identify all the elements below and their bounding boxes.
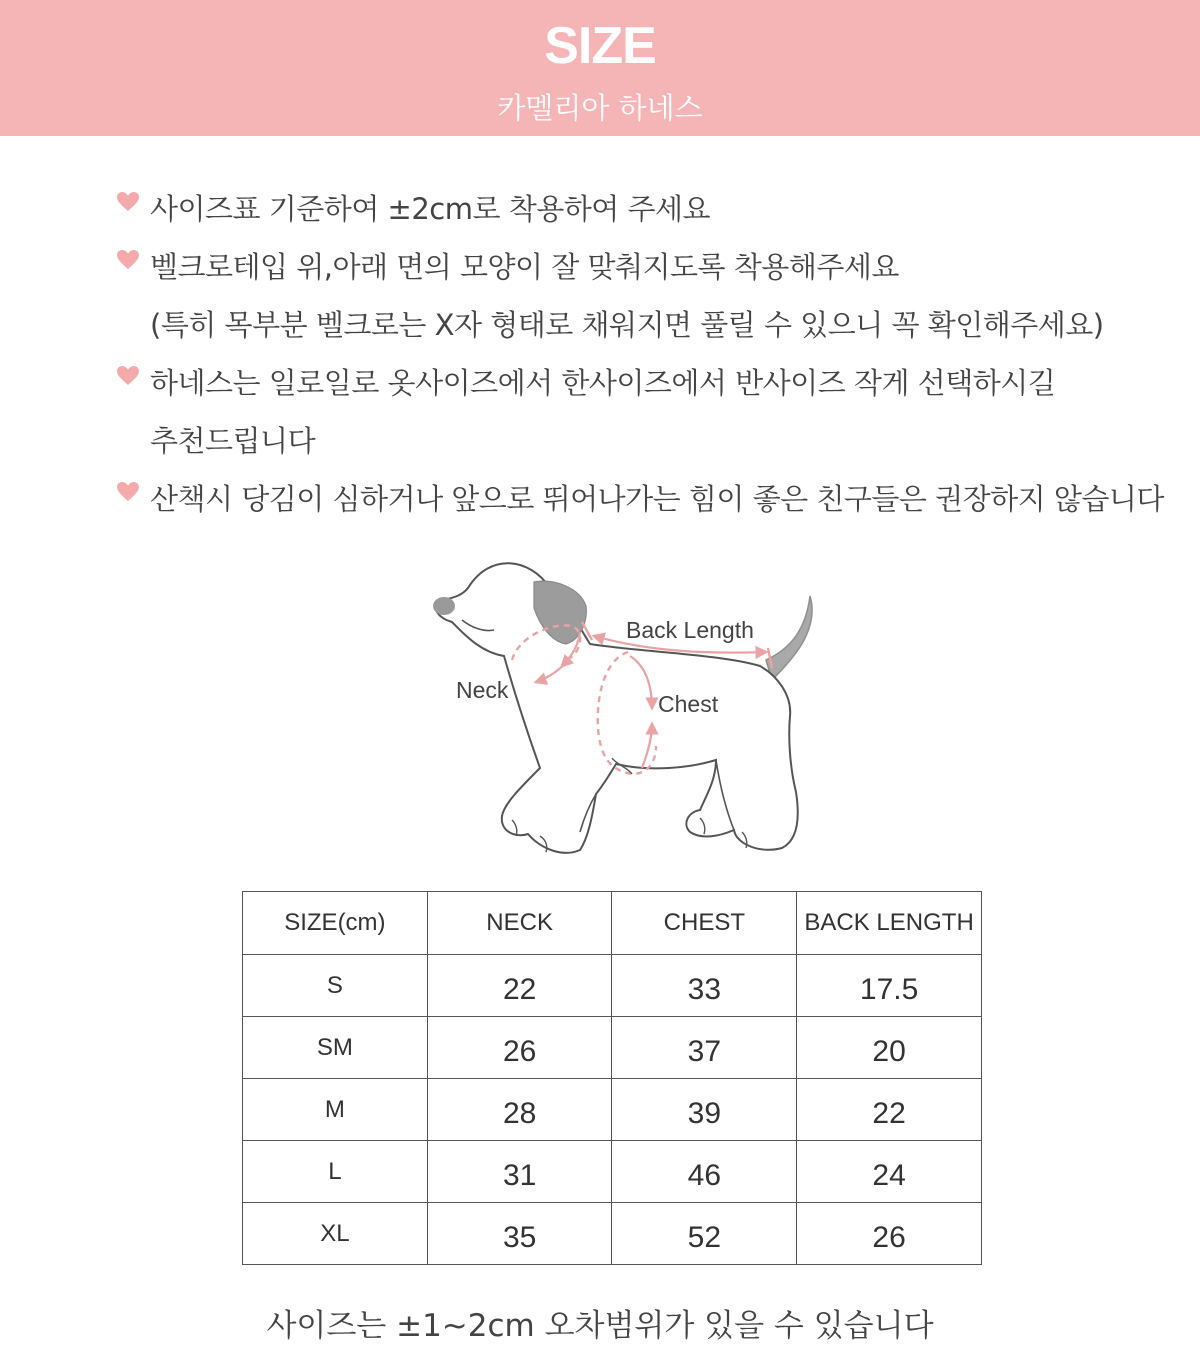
chest-cell: 46 [612, 1141, 797, 1203]
note-item [112, 470, 1192, 528]
table-row [243, 1079, 982, 1141]
note-item [112, 238, 1192, 354]
neck-cell: 28 [427, 1079, 612, 1141]
heart-icon [116, 190, 140, 214]
note-text: 추천드립니다 [150, 424, 316, 458]
table-header-cell: CHEST [612, 892, 797, 955]
chest-cell: 52 [612, 1203, 797, 1265]
table-header-cell: SIZE(cm) [243, 892, 428, 955]
size-table [242, 891, 982, 1265]
table-row [243, 1203, 982, 1265]
chest-cell: 33 [612, 955, 797, 1017]
table-row [243, 955, 982, 1017]
table-header-cell: NECK [427, 892, 612, 955]
note-text: 산책시 당김이 심하거나 앞으로 뛰어나가는 힘이 좋은 친구들은 권장하지 않습니다 [150, 482, 1164, 516]
size-cell: L [243, 1141, 428, 1203]
back-length-cell: 22 [797, 1079, 982, 1141]
tolerance-note: 사이즈는 ±1~2cm 오차범위가 있을 수 있습니다 [266, 1308, 934, 1344]
header-banner [0, 0, 1200, 136]
size-cell: S [243, 955, 428, 1017]
neck-cell: 31 [427, 1141, 612, 1203]
heart-icon [116, 480, 140, 504]
chest-label: Chest [658, 691, 719, 717]
size-cell: M [243, 1079, 428, 1141]
dog-body-outline [436, 563, 798, 853]
chest-cell: 39 [612, 1079, 797, 1141]
product-name: 카멜리아 하네스 [497, 91, 703, 125]
neck-label: Neck [456, 677, 509, 703]
table-row [243, 1017, 982, 1079]
dog-nose [433, 597, 455, 615]
neck-cell: 35 [427, 1203, 612, 1265]
back-length-cell: 17.5 [797, 955, 982, 1017]
notes-list [112, 180, 1192, 528]
table-row [243, 1141, 982, 1203]
back-length-cell: 20 [797, 1017, 982, 1079]
chest-cell: 37 [612, 1017, 797, 1079]
back-length-cell: 26 [797, 1203, 982, 1265]
heart-icon [116, 248, 140, 272]
neck-cell: 22 [427, 955, 612, 1017]
size-cell: SM [243, 1017, 428, 1079]
dog-measurement-diagram [420, 548, 820, 868]
neck-cell: 26 [427, 1017, 612, 1079]
note-text: (특히 목부분 벨크로는 X자 형태로 채워지면 풀릴 수 있으니 꼭 확인해주세요) [150, 308, 1104, 342]
note-text: 벨크로테입 위,아래 면의 모양이 잘 맞춰지도록 착용해주세요 [150, 250, 899, 284]
note-text: 하네스는 일로일로 옷사이즈에서 한사이즈에서 반사이즈 작게 선택하시길 [150, 366, 1056, 400]
note-text: 사이즈표 기준하여 ±2cm로 착용하여 주세요 [150, 192, 711, 226]
back-length-label: Back Length [626, 617, 754, 643]
table-header-cell: BACK LENGTH [797, 892, 982, 955]
heart-icon [116, 364, 140, 388]
size-cell: XL [243, 1203, 428, 1265]
table-header-row [243, 892, 982, 955]
note-item [112, 180, 1192, 238]
back-length-cell: 24 [797, 1141, 982, 1203]
note-item [112, 354, 1192, 470]
page-title: SIZE [544, 17, 656, 75]
